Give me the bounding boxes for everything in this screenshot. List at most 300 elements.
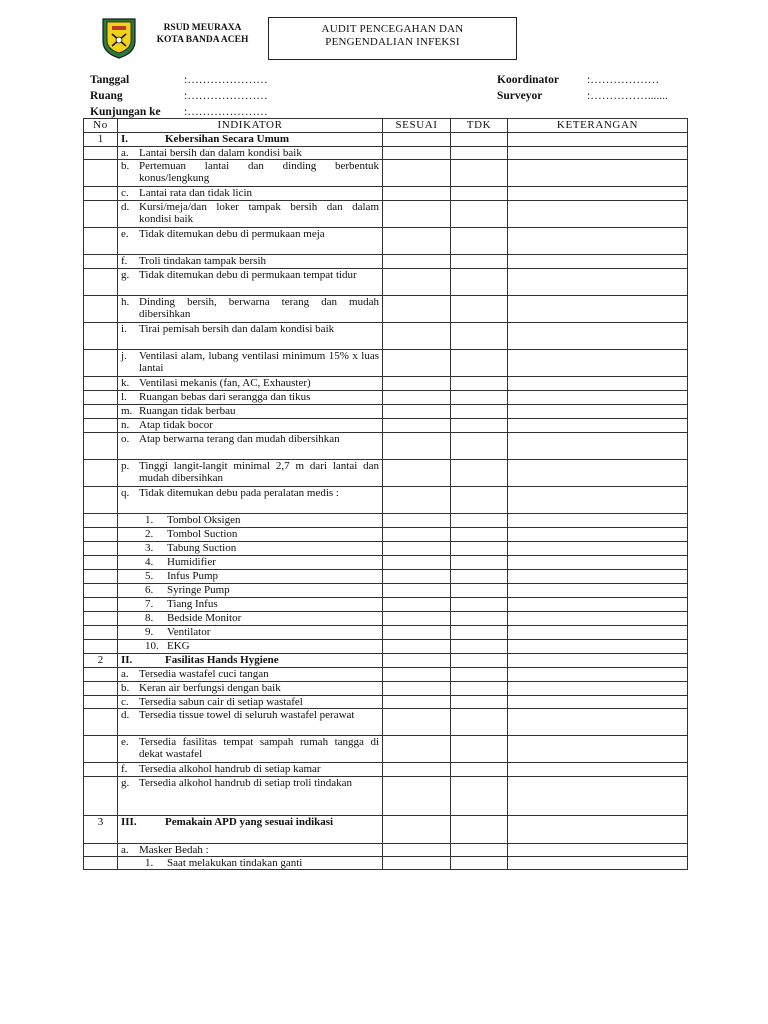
indicator-item — [121, 736, 379, 760]
item-text: Tidak ditemukan debu di permukaan meja — [139, 228, 325, 240]
table-row — [84, 640, 688, 654]
table-row — [84, 844, 688, 857]
row-number — [84, 405, 118, 419]
sesuai-checkbox[interactable] — [383, 350, 451, 377]
section-number: III. — [121, 816, 137, 828]
keterangan-field[interactable] — [508, 598, 688, 612]
row-number — [84, 542, 118, 556]
indikator-cell — [118, 460, 383, 487]
table-row — [84, 696, 688, 709]
item-text: Ventilator — [167, 626, 211, 638]
audit-table — [83, 118, 688, 870]
sub-item — [121, 556, 379, 568]
item-text: Infus Pump — [167, 570, 219, 582]
sesuai-checkbox[interactable] — [383, 201, 451, 228]
keterangan-field[interactable] — [508, 255, 688, 269]
institution-line1: RSUD MEURAXA — [163, 23, 242, 33]
keterangan-field[interactable] — [508, 528, 688, 542]
ruang-field[interactable]: :………………… — [184, 90, 268, 102]
row-number — [84, 269, 118, 296]
indicator-item — [121, 433, 379, 445]
keterangan-field[interactable] — [508, 350, 688, 377]
row-number — [84, 391, 118, 405]
sub-item — [121, 542, 379, 554]
keterangan-field[interactable] — [508, 377, 688, 391]
row-number — [84, 736, 118, 763]
table-row — [84, 528, 688, 542]
row-number — [84, 528, 118, 542]
keterangan-field[interactable] — [508, 640, 688, 654]
sesuai-checkbox[interactable] — [383, 763, 451, 777]
item-letter: b. — [121, 160, 130, 172]
kunjungan-label: Kunjungan ke — [90, 106, 161, 118]
indicator-item — [121, 696, 379, 708]
keterangan-field[interactable] — [508, 228, 688, 255]
indikator-cell — [118, 736, 383, 763]
tdk-checkbox[interactable] — [451, 857, 508, 870]
tdk-checkbox[interactable] — [451, 419, 508, 433]
koordinator-label: Koordinator — [497, 74, 559, 86]
sesuai-checkbox[interactable] — [383, 487, 451, 514]
sesuai-checkbox[interactable] — [383, 816, 451, 844]
section-number: I. — [121, 133, 129, 145]
row-number — [84, 377, 118, 391]
row-number — [84, 682, 118, 696]
sesuai-checkbox[interactable] — [383, 556, 451, 570]
indicator-item — [121, 709, 379, 721]
sesuai-checkbox[interactable] — [383, 736, 451, 763]
item-letter: f. — [121, 255, 128, 267]
tdk-checkbox[interactable] — [451, 514, 508, 528]
institution-name — [140, 22, 265, 46]
tdk-checkbox[interactable] — [451, 777, 508, 816]
row-number — [84, 460, 118, 487]
item-letter: 5. — [145, 570, 154, 582]
tdk-checkbox[interactable] — [451, 682, 508, 696]
title-line1: AUDIT PENCEGAHAN DAN — [321, 23, 464, 35]
row-number — [84, 598, 118, 612]
indikator-cell — [118, 201, 383, 228]
ruang-label: Ruang — [90, 90, 123, 102]
sesuai-checkbox[interactable] — [383, 514, 451, 528]
keterangan-field[interactable] — [508, 433, 688, 460]
sesuai-checkbox[interactable] — [383, 419, 451, 433]
item-letter: 6. — [145, 584, 154, 596]
item-text: Bedside Monitor — [167, 612, 242, 624]
indikator-cell — [118, 570, 383, 584]
sesuai-checkbox[interactable] — [383, 584, 451, 598]
tdk-checkbox[interactable] — [451, 612, 508, 626]
sesuai-checkbox[interactable] — [383, 255, 451, 269]
indicator-item — [121, 296, 379, 320]
row-number — [84, 570, 118, 584]
indicator-item — [121, 228, 379, 240]
item-letter: j. — [121, 350, 127, 362]
surveyor-label: Surveyor — [497, 90, 543, 102]
keterangan-field[interactable] — [508, 777, 688, 816]
row-number — [84, 419, 118, 433]
tdk-checkbox[interactable] — [451, 323, 508, 350]
keterangan-field[interactable] — [508, 147, 688, 160]
sub-item — [121, 640, 379, 652]
row-number — [84, 228, 118, 255]
tdk-checkbox[interactable] — [451, 844, 508, 857]
table-body — [84, 133, 688, 870]
item-text: Tinggi langit-langit minimal 2,7 m dari lantai dan mudah dibersihkan — [139, 460, 379, 484]
item-letter: b. — [121, 682, 130, 694]
indikator-cell — [118, 350, 383, 377]
tdk-checkbox[interactable] — [451, 433, 508, 460]
institution-line2: KOTA BANDA ACEH — [156, 35, 249, 45]
keterangan-field[interactable] — [508, 668, 688, 682]
sesuai-checkbox[interactable] — [383, 323, 451, 350]
table-row — [84, 668, 688, 682]
sub-item — [121, 626, 379, 638]
keterangan-field[interactable] — [508, 857, 688, 870]
item-letter: c. — [121, 187, 129, 199]
item-letter: 8. — [145, 612, 154, 624]
row-number — [84, 640, 118, 654]
row-number — [84, 857, 118, 870]
indikator-cell — [118, 187, 383, 201]
item-text: Atap berwarna terang dan mudah dibersihkan — [139, 433, 340, 445]
item-text: Ventilasi alam, lubang ventilasi minimum 15% x luas lantai — [139, 350, 379, 374]
meta-right — [497, 72, 668, 104]
indikator-cell — [118, 542, 383, 556]
tdk-checkbox[interactable] — [451, 296, 508, 323]
tdk-checkbox[interactable] — [451, 269, 508, 296]
item-text: Dinding bersih, berwarna terang dan mudah dibersihkan — [139, 296, 379, 320]
item-letter: a. — [121, 668, 129, 680]
indicator-item — [121, 350, 379, 374]
tdk-checkbox[interactable] — [451, 816, 508, 844]
table-row — [84, 857, 688, 870]
row-number — [84, 350, 118, 377]
item-letter: d. — [121, 709, 130, 721]
tdk-checkbox[interactable] — [451, 709, 508, 736]
sesuai-checkbox[interactable] — [383, 147, 451, 160]
section-title: Pemakain APD yang sesuai indikasi — [165, 816, 334, 828]
row-number — [84, 487, 118, 514]
indikator-cell — [118, 857, 383, 870]
keterangan-field[interactable] — [508, 584, 688, 598]
sesuai-checkbox[interactable] — [383, 857, 451, 870]
item-letter: k. — [121, 377, 130, 389]
item-text: Kursi/meja/dan loker tampak bersih dan dalam kondisi baik — [139, 201, 379, 225]
keterangan-field[interactable] — [508, 696, 688, 709]
tdk-checkbox[interactable] — [451, 570, 508, 584]
item-letter: i. — [121, 323, 127, 335]
keterangan-field[interactable] — [508, 556, 688, 570]
col-no: No — [84, 119, 118, 133]
row-number — [84, 433, 118, 460]
sub-item — [121, 612, 379, 624]
tdk-checkbox[interactable] — [451, 696, 508, 709]
s3-title — [121, 816, 379, 828]
row-number: 2 — [84, 654, 118, 668]
hospital-logo — [100, 17, 138, 59]
item-letter: f. — [121, 763, 128, 775]
table-row — [84, 584, 688, 598]
surveyor-field[interactable]: :……………....... — [587, 90, 668, 102]
item-letter: 4. — [145, 556, 154, 568]
tdk-checkbox[interactable] — [451, 487, 508, 514]
indikator-cell — [118, 391, 383, 405]
table-row — [84, 736, 688, 763]
table-row — [84, 682, 688, 696]
tdk-checkbox[interactable] — [451, 598, 508, 612]
table-row — [84, 296, 688, 323]
table-row — [84, 777, 688, 816]
item-text: Tersedia wastafel cuci tangan — [139, 668, 269, 680]
tdk-checkbox[interactable] — [451, 255, 508, 269]
item-text: Tidak ditemukan debu pada peralatan medis : — [139, 487, 339, 499]
tdk-checkbox[interactable] — [451, 584, 508, 598]
table-row — [84, 542, 688, 556]
indikator-cell — [118, 147, 383, 160]
sesuai-checkbox[interactable] — [383, 612, 451, 626]
indicator-item — [121, 160, 379, 184]
item-letter: c. — [121, 696, 129, 708]
indicator-item — [121, 147, 379, 159]
tdk-checkbox[interactable] — [451, 147, 508, 160]
sesuai-checkbox[interactable] — [383, 377, 451, 391]
sub-item — [121, 570, 379, 582]
keterangan-field[interactable] — [508, 323, 688, 350]
tdk-checkbox[interactable] — [451, 228, 508, 255]
table-row — [84, 556, 688, 570]
row-number — [84, 696, 118, 709]
tdk-checkbox[interactable] — [451, 391, 508, 405]
indikator-cell — [118, 419, 383, 433]
sesuai-checkbox[interactable] — [383, 433, 451, 460]
item-letter: m. — [121, 405, 133, 417]
table-row — [84, 147, 688, 160]
item-letter: g. — [121, 269, 130, 281]
keterangan-field[interactable] — [508, 201, 688, 228]
keterangan-field[interactable] — [508, 514, 688, 528]
koordinator-field[interactable]: :……………… — [587, 74, 660, 86]
item-letter: a. — [121, 147, 129, 159]
table-row — [84, 201, 688, 228]
table-row — [84, 187, 688, 201]
keterangan-field[interactable] — [508, 844, 688, 857]
sesuai-checkbox[interactable] — [383, 570, 451, 584]
row-number — [84, 201, 118, 228]
table-row — [84, 570, 688, 584]
indikator-cell — [118, 323, 383, 350]
keterangan-field[interactable] — [508, 187, 688, 201]
item-text: Troli tindakan tampak bersih — [139, 255, 266, 267]
s1-header-row — [84, 133, 688, 147]
tdk-checkbox[interactable] — [451, 736, 508, 763]
keterangan-field[interactable] — [508, 269, 688, 296]
indikator-cell — [118, 433, 383, 460]
keterangan-field[interactable] — [508, 763, 688, 777]
item-letter: 10. — [145, 640, 159, 652]
sesuai-checkbox[interactable] — [383, 460, 451, 487]
keterangan-field[interactable] — [508, 391, 688, 405]
section-number: II. — [121, 654, 133, 666]
keterangan-field[interactable] — [508, 709, 688, 736]
item-text: Pertemuan lantai dan dinding berbentuk konus/lengkung — [139, 160, 379, 184]
table-row — [84, 460, 688, 487]
s3-header-row — [84, 816, 688, 844]
item-letter: n. — [121, 419, 130, 431]
item-letter: 9. — [145, 626, 154, 638]
s1-title — [121, 133, 379, 145]
col-tdk: TDK — [451, 119, 508, 133]
tdk-checkbox[interactable] — [451, 460, 508, 487]
sesuai-checkbox[interactable] — [383, 405, 451, 419]
keterangan-field[interactable] — [508, 570, 688, 584]
tdk-checkbox[interactable] — [451, 201, 508, 228]
sesuai-checkbox[interactable] — [383, 682, 451, 696]
sub-item — [121, 528, 379, 540]
col-indikator: INDIKATOR — [118, 119, 383, 133]
sesuai-checkbox[interactable] — [383, 391, 451, 405]
indikator-cell — [118, 709, 383, 736]
sesuai-checkbox[interactable] — [383, 296, 451, 323]
keterangan-field[interactable] — [508, 296, 688, 323]
indicator-item — [121, 668, 379, 680]
item-text: Tabung Suction — [167, 542, 237, 554]
indikator-cell — [118, 682, 383, 696]
sesuai-checkbox[interactable] — [383, 696, 451, 709]
sesuai-checkbox[interactable] — [383, 160, 451, 187]
sesuai-checkbox[interactable] — [383, 542, 451, 556]
kunjungan-field[interactable]: :………………… — [184, 106, 268, 118]
indicator-item — [121, 844, 379, 856]
tdk-checkbox[interactable] — [451, 350, 508, 377]
koordinator-row — [497, 72, 668, 88]
table-row — [84, 419, 688, 433]
sesuai-checkbox[interactable] — [383, 709, 451, 736]
keterangan-field[interactable] — [508, 816, 688, 844]
item-letter: 1. — [145, 514, 154, 526]
tdk-checkbox[interactable] — [451, 668, 508, 682]
document-title — [268, 17, 517, 60]
row-number — [84, 584, 118, 598]
title-line2: PENGENDALIAN INFEKSI — [325, 36, 460, 48]
sub-item — [121, 598, 379, 610]
sesuai-checkbox[interactable] — [383, 528, 451, 542]
indikator-cell — [118, 296, 383, 323]
sesuai-checkbox[interactable] — [383, 654, 451, 668]
sesuai-checkbox[interactable] — [383, 187, 451, 201]
sesuai-checkbox[interactable] — [383, 640, 451, 654]
item-text: Lantai rata dan tidak licin — [139, 187, 253, 199]
indikator-cell — [118, 696, 383, 709]
tdk-checkbox[interactable] — [451, 377, 508, 391]
tdk-checkbox[interactable] — [451, 405, 508, 419]
item-text: Ruangan tidak berbau — [139, 405, 236, 417]
keterangan-field[interactable] — [508, 654, 688, 668]
ruang-row — [90, 88, 268, 104]
keterangan-field[interactable] — [508, 133, 688, 147]
keterangan-field[interactable] — [508, 160, 688, 187]
tdk-checkbox[interactable] — [451, 556, 508, 570]
sub-item — [121, 857, 379, 869]
sesuai-checkbox[interactable] — [383, 269, 451, 296]
keterangan-field[interactable] — [508, 542, 688, 556]
sesuai-checkbox[interactable] — [383, 844, 451, 857]
sesuai-checkbox[interactable] — [383, 133, 451, 147]
table-row — [84, 433, 688, 460]
indikator-cell — [118, 777, 383, 816]
keterangan-field[interactable] — [508, 487, 688, 514]
tdk-checkbox[interactable] — [451, 626, 508, 640]
sesuai-checkbox[interactable] — [383, 626, 451, 640]
item-letter: g. — [121, 777, 130, 789]
tdk-checkbox[interactable] — [451, 133, 508, 147]
keterangan-field[interactable] — [508, 736, 688, 763]
item-letter: p. — [121, 460, 130, 472]
tdk-checkbox[interactable] — [451, 640, 508, 654]
indicator-item — [121, 187, 379, 199]
item-text: Tiang Infus — [167, 598, 218, 610]
indicator-item — [121, 377, 379, 389]
sesuai-checkbox[interactable] — [383, 228, 451, 255]
row-number — [84, 323, 118, 350]
item-letter: q. — [121, 487, 130, 499]
row-number — [84, 296, 118, 323]
keterangan-field[interactable] — [508, 460, 688, 487]
tdk-checkbox[interactable] — [451, 763, 508, 777]
section-title: Kebersihan Secara Umum — [165, 133, 290, 145]
tdk-checkbox[interactable] — [451, 528, 508, 542]
table-row — [84, 709, 688, 736]
sesuai-checkbox[interactable] — [383, 598, 451, 612]
indicator-item — [121, 201, 379, 225]
tdk-checkbox[interactable] — [451, 654, 508, 668]
tdk-checkbox[interactable] — [451, 187, 508, 201]
keterangan-field[interactable] — [508, 626, 688, 640]
table-row — [84, 160, 688, 187]
sesuai-checkbox[interactable] — [383, 668, 451, 682]
item-letter: d. — [121, 201, 130, 213]
item-text: Tombol Suction — [167, 528, 238, 540]
row-number: 1 — [84, 133, 118, 147]
keterangan-field[interactable] — [508, 405, 688, 419]
item-text: Tirai pemisah bersih dan dalam kondisi baik — [139, 323, 335, 335]
sesuai-checkbox[interactable] — [383, 777, 451, 816]
indicator-item — [121, 269, 379, 281]
tdk-checkbox[interactable] — [451, 160, 508, 187]
item-text: Tersedia tissue towel di seluruh wastafel perawat — [139, 709, 355, 721]
item-letter: 7. — [145, 598, 154, 610]
table-row — [84, 514, 688, 528]
item-text: EKG — [167, 640, 190, 652]
tdk-checkbox[interactable] — [451, 542, 508, 556]
col-keterangan: KETERANGAN — [508, 119, 688, 133]
table-row — [84, 269, 688, 296]
indikator-cell — [118, 626, 383, 640]
keterangan-field[interactable] — [508, 419, 688, 433]
item-text: Tersedia sabun cair di setiap wastafel — [139, 696, 303, 708]
keterangan-field[interactable] — [508, 612, 688, 626]
indikator-cell — [118, 763, 383, 777]
table-row — [84, 323, 688, 350]
indicator-item — [121, 487, 379, 499]
indikator-cell — [118, 816, 383, 844]
item-text: Ruangan bebas dari serangga dan tikus — [139, 391, 311, 403]
tanggal-field[interactable]: :………………… — [184, 74, 268, 86]
indikator-cell — [118, 528, 383, 542]
row-number: 3 — [84, 816, 118, 844]
keterangan-field[interactable] — [508, 682, 688, 696]
item-letter: h. — [121, 296, 130, 308]
